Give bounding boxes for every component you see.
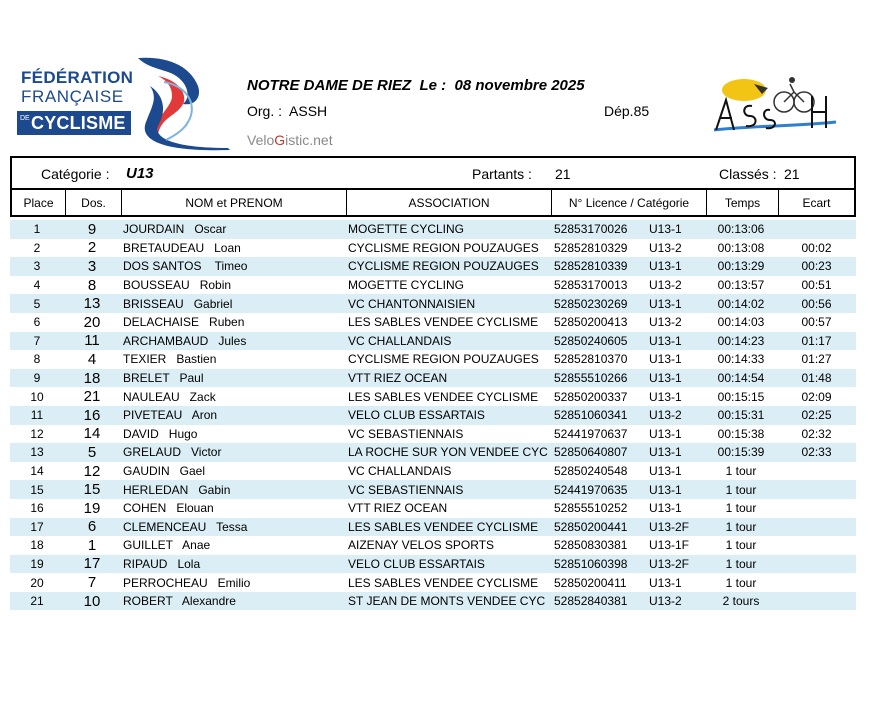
ffc-logo [16, 56, 231, 151]
cell-dos: 7 [87, 574, 97, 592]
cell-association: MOGETTE CYCLING [348, 222, 465, 237]
cell-name: BRISSEAU Gabriel [123, 296, 233, 311]
cell-place: 5 [33, 296, 41, 311]
cell-name: ROBERT Alexandre [123, 594, 236, 609]
velogistic-link[interactable] [247, 132, 333, 148]
cell-licence: 52850240548 [554, 464, 628, 479]
cell-category: U13-1 [649, 333, 682, 348]
cell-dos: 2 [87, 239, 97, 257]
cell-association: VELO CLUB ESSARTAIS [348, 556, 485, 571]
cell-association: VC CHALLANDAIS [348, 333, 452, 348]
table-row [10, 480, 856, 499]
cell-dos: 4 [87, 350, 97, 368]
cell-ecart: 02:33 [801, 445, 832, 460]
cell-name: PIVETEAU Aron [123, 408, 218, 423]
cell-dos: 8 [87, 276, 97, 294]
cell-place: 21 [30, 594, 44, 609]
cell-association: VC SEBASTIENNAIS [348, 426, 464, 441]
category-summary-bar [10, 156, 856, 190]
cell-licence: 52441970637 [554, 426, 628, 441]
cell-place: 12 [30, 426, 44, 441]
cell-place: 9 [33, 371, 41, 386]
cell-licence: 52852840381 [554, 594, 628, 609]
cell-temps: 00:15:38 [717, 426, 765, 441]
cell-place: 17 [30, 519, 44, 534]
cell-place: 15 [30, 482, 44, 497]
partants-label: Partants : [472, 166, 532, 182]
cell-association: LES SABLES VENDEE CYCLISME [348, 315, 539, 330]
cell-association: ST JEAN DE MONTS VENDEE CYC [348, 594, 546, 609]
cell-place: 20 [30, 575, 44, 590]
cell-category: U13-1 [649, 222, 682, 237]
cell-category: U13-1 [649, 501, 682, 516]
cell-name: BRETAUDEAU Loan [123, 240, 241, 255]
results-table [10, 156, 856, 610]
cell-ecart: 01:27 [801, 352, 832, 367]
cell-dos: 20 [83, 313, 101, 331]
cell-ecart: 00:57 [801, 315, 832, 330]
cell-dos: 9 [87, 220, 97, 238]
table-row [10, 239, 856, 258]
cell-name: RIPAUD Lola [123, 556, 201, 571]
cell-category: U13-1 [649, 426, 682, 441]
cell-dos: 1 [87, 536, 97, 554]
cell-licence: 52850830381 [554, 538, 628, 553]
department: Dép.85 [604, 103, 650, 119]
cell-dos: 18 [83, 369, 101, 387]
assh-logo [708, 70, 840, 136]
cell-name: TEXIER Bastien [123, 352, 217, 367]
cell-place: 7 [33, 333, 41, 348]
cell-association: VELO CLUB ESSARTAIS [348, 408, 485, 423]
cell-dos: 21 [83, 388, 101, 406]
cell-ecart: 00:56 [801, 296, 832, 311]
table-row [10, 443, 856, 462]
cell-dos: 15 [83, 481, 101, 499]
cell-licence: 52852810370 [554, 352, 628, 367]
cell-name: COHEN Elouan [123, 501, 214, 516]
cell-temps: 00:13:08 [717, 240, 765, 255]
cell-licence: 52850240605 [554, 333, 628, 348]
cell-licence: 52853170013 [554, 278, 628, 293]
table-header [10, 190, 856, 217]
table-row [10, 313, 856, 332]
cell-association: CYCLISME REGION POUZAUGES [348, 352, 539, 367]
header-association: ASSOCIATION [347, 190, 552, 215]
cell-category: U13-2F [649, 519, 690, 534]
table-row [10, 406, 856, 425]
cell-ecart: 02:25 [801, 408, 832, 423]
table-row [10, 257, 856, 276]
cell-association: MOGETTE CYCLING [348, 278, 465, 293]
cell-temps: 1 tour [725, 575, 757, 590]
cell-place: 14 [30, 464, 44, 479]
cell-dos: 6 [87, 518, 97, 536]
cell-association: VTT RIEZ OCEAN [348, 371, 448, 386]
cell-place: 19 [30, 556, 44, 571]
table-row [10, 592, 856, 611]
cell-place: 2 [33, 240, 41, 255]
header-licence: N° Licence / Catégorie [552, 190, 707, 215]
table-row [10, 518, 856, 537]
cell-ecart: 01:17 [801, 333, 832, 348]
cell-temps: 1 tour [725, 501, 757, 516]
cell-name: HERLEDAN Gabin [123, 482, 231, 497]
cell-association: CYCLISME REGION POUZAUGES [348, 259, 539, 274]
category-label: Catégorie : [41, 166, 110, 182]
cell-ecart: 02:09 [801, 389, 832, 404]
velogistic-text-b: G [274, 132, 286, 148]
header-ecart: Ecart [802, 195, 831, 210]
assh-cyclist-icon [708, 70, 840, 136]
cell-association: LA ROCHE SUR YON VENDEE CYC [348, 445, 548, 460]
ffc-logo-line2: FRANÇAISE [21, 87, 124, 106]
header-place: Place [12, 190, 66, 215]
table-body [10, 220, 856, 610]
cell-category: U13-1 [649, 352, 682, 367]
cell-association: AIZENAY VELOS SPORTS [348, 538, 495, 553]
cell-temps: 00:13:29 [717, 259, 765, 274]
cell-temps: 00:15:15 [717, 389, 765, 404]
cell-licence: 52851060341 [554, 408, 628, 423]
cell-temps: 1 tour [725, 482, 757, 497]
cell-place: 4 [33, 278, 41, 293]
cell-association: LES SABLES VENDEE CYCLISME [348, 519, 539, 534]
cell-dos: 16 [83, 406, 101, 424]
cell-licence: 52850640807 [554, 445, 628, 460]
cell-name: GUILLET Anae [123, 538, 211, 553]
cell-association: VC CHANTONNAISIEN [348, 296, 476, 311]
velogistic-text-a: Velo [247, 132, 275, 148]
cell-name: JOURDAIN Oscar [123, 222, 227, 237]
cell-name: ARCHAMBAUD Jules [123, 333, 247, 348]
cell-dos: 10 [83, 592, 101, 610]
cell-category: U13-1 [649, 259, 682, 274]
table-row [10, 573, 856, 592]
cell-association: VC SEBASTIENNAIS [348, 482, 464, 497]
partants-value: 21 [555, 166, 571, 182]
cell-category: U13-1F [649, 538, 690, 553]
cell-name: NAULEAU Zack [123, 389, 216, 404]
cell-temps: 00:14:02 [717, 296, 765, 311]
table-row [10, 276, 856, 295]
cell-category: U13-1 [649, 482, 682, 497]
cell-place: 16 [30, 501, 44, 516]
cell-category: U13-2 [649, 240, 682, 255]
cell-name: PERROCHEAU Emilio [123, 575, 251, 590]
table-row [10, 387, 856, 406]
cell-name: BOUSSEAU Robin [123, 278, 232, 293]
cell-dos: 13 [83, 295, 101, 313]
cell-temps: 00:14:33 [717, 352, 765, 367]
cell-temps: 00:14:23 [717, 333, 765, 348]
table-row [10, 369, 856, 388]
cell-name: CLEMENCEAU Tessa [123, 519, 248, 534]
cell-name: DELACHAISE Ruben [123, 315, 245, 330]
cell-association: LES SABLES VENDEE CYCLISME [348, 575, 539, 590]
cell-ecart: 00:02 [801, 240, 832, 255]
cell-licence: 52850200411 [554, 575, 627, 590]
velogistic-text-c: istic.net [285, 132, 333, 148]
ffc-logo-de: DE [20, 115, 30, 122]
cell-category: U13-1 [649, 575, 682, 590]
table-row [10, 536, 856, 555]
classes-label: Classés : [719, 166, 777, 182]
header-dos: Dos. [66, 190, 122, 215]
cell-licence: 52855510252 [554, 501, 628, 516]
cell-licence: 52855510266 [554, 371, 628, 386]
cell-dos: 14 [83, 425, 101, 443]
cell-category: U13-1 [649, 371, 682, 386]
cell-ecart: 02:32 [801, 426, 832, 441]
cell-place: 3 [33, 259, 41, 274]
cell-temps: 00:15:31 [717, 408, 765, 423]
ffc-logo-line1: FÉDÉRATION [21, 68, 134, 87]
cell-name: DOS SANTOS Timeo [123, 259, 248, 274]
event-title: NOTRE DAME DE RIEZ Le : 08 novembre 2025 [247, 77, 585, 94]
cell-place: 10 [30, 389, 44, 404]
cell-name: GRELAUD Victor [123, 445, 222, 460]
table-row [10, 555, 856, 574]
ffc-swoosh-icon [128, 56, 232, 151]
cell-dos: 19 [83, 499, 101, 517]
cell-licence: 52441970635 [554, 482, 628, 497]
table-row [10, 294, 856, 313]
cell-ecart: 00:23 [801, 259, 832, 274]
cell-ecart: 00:51 [801, 278, 832, 293]
cell-ecart: 01:48 [801, 371, 832, 386]
classes-value: 21 [784, 166, 800, 182]
header-temps: Temps [707, 190, 779, 215]
cell-dos: 3 [87, 257, 97, 275]
cell-dos: 11 [84, 332, 100, 350]
table-row [10, 350, 856, 369]
cell-licence: 52852810339 [554, 259, 628, 274]
table-row [10, 462, 856, 481]
cell-licence: 52850230269 [554, 296, 628, 311]
cell-place: 11 [30, 408, 44, 423]
cell-category: U13-2F [649, 556, 690, 571]
cell-temps: 00:14:03 [717, 315, 765, 330]
cell-temps: 1 tour [725, 464, 757, 479]
cell-temps: 00:13:06 [717, 222, 765, 237]
cell-licence: 52852810329 [554, 240, 628, 255]
cell-place: 13 [30, 445, 44, 460]
cell-licence: 52853170026 [554, 222, 628, 237]
cell-name: GAUDIN Gael [123, 464, 206, 479]
cell-temps: 1 tour [725, 538, 757, 553]
cell-association: VTT RIEZ OCEAN [348, 501, 448, 516]
category-value: U13 [126, 165, 154, 182]
table-row [10, 425, 856, 444]
cell-category: U13-2 [649, 594, 682, 609]
cell-category: U13-1 [649, 445, 682, 460]
cell-dos: 17 [83, 555, 101, 573]
ffc-logo-line3: CYCLISME [31, 113, 126, 133]
header-name: NOM et PRENOM [122, 190, 347, 215]
cell-category: U13-2 [649, 278, 682, 293]
cell-licence: 52850200441 [554, 519, 628, 534]
cell-association: LES SABLES VENDEE CYCLISME [348, 389, 539, 404]
cell-place: 6 [33, 315, 41, 330]
cell-category: U13-1 [649, 464, 682, 479]
cell-temps: 00:14:54 [717, 371, 765, 386]
cell-place: 1 [33, 222, 41, 237]
cell-temps: 00:13:57 [717, 278, 765, 293]
cell-category: U13-2 [649, 315, 682, 330]
cell-dos: 12 [83, 462, 101, 480]
cell-place: 18 [30, 538, 44, 553]
cell-name: DAVID Hugo [123, 426, 198, 441]
cell-category: U13-2 [649, 408, 682, 423]
cell-place: 8 [33, 352, 41, 367]
cell-temps: 00:15:39 [717, 445, 765, 460]
cell-category: U13-1 [649, 296, 682, 311]
cell-category: U13-1 [649, 389, 682, 404]
organizer: Org. : ASSH [247, 103, 328, 119]
cell-licence: 52850200337 [554, 389, 628, 404]
cell-temps: 2 tours [722, 594, 760, 609]
cell-association: VC CHALLANDAIS [348, 464, 452, 479]
table-row [10, 499, 856, 518]
cell-temps: 1 tour [725, 556, 757, 571]
cell-dos: 5 [87, 443, 97, 461]
table-row [10, 220, 856, 239]
cell-name: BRELET Paul [123, 371, 204, 386]
cell-association: CYCLISME REGION POUZAUGES [348, 240, 539, 255]
cell-temps: 1 tour [725, 519, 757, 534]
cell-licence: 52851060398 [554, 556, 628, 571]
cell-licence: 52850200413 [554, 315, 628, 330]
table-row [10, 332, 856, 351]
